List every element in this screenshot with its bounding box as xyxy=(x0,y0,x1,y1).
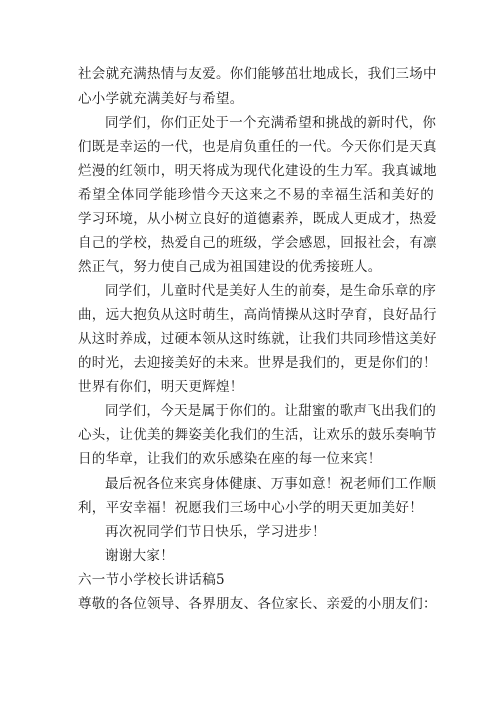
section-heading: 六一节小学校长讲话稿5 xyxy=(78,572,225,588)
paragraph-line: 希望全体同学能珍惜今天这来之不易的幸福生活和美好的 xyxy=(78,187,434,203)
paragraph-line: 心头，让优美的舞姿美化我们的生活，让欢乐的鼓乐奏响节 xyxy=(78,427,437,443)
paragraph-line: 谢谢大家！ xyxy=(105,548,174,564)
paragraph-line: 世界有你们，明天更辉煌！ xyxy=(78,379,244,395)
paragraph-line: 同学们，今天是属于你们的。让甜蜜的歌声飞出我们的 xyxy=(105,403,437,419)
paragraph-line: 社会就充满热情与友爱。你们能够茁壮地成长，我们三场中 xyxy=(78,66,437,82)
paragraph-line: 最后祝各位来宾身体健康、万事如意！祝老师们工作顺 xyxy=(105,476,437,492)
paragraph-line: 从这时养成，过硬本领从这时练就，让我们共同珍惜这美好 xyxy=(78,331,437,347)
paragraph-line: 自己的学校，热爱自己的班级，学会感恩，回报社会，有凛 xyxy=(78,235,437,251)
paragraph-line: 心小学就充满美好与希望。 xyxy=(78,91,244,107)
paragraph-line: 曲，远大抱负从这时萌生，高尚情操从这时孕育，良好品行 xyxy=(78,307,437,323)
paragraph-line: 日的华章，让我们的欢乐感染在座的每一位来宾！ xyxy=(78,451,382,467)
paragraph-line: 学习环境，从小树立良好的道德素养，既成人更成才，热爱 xyxy=(78,211,437,227)
paragraph-line: 同学们，你们正处于一个充满希望和挑战的新时代，你 xyxy=(105,115,437,131)
paragraph-line: 的时光，去迎接美好的未来。世界是我们的，更是你们的！ xyxy=(78,355,437,371)
paragraph-line: 烂漫的红领巾，明天将成为现代化建设的生力军。我真诚地 xyxy=(78,163,437,179)
paragraph-line: 然正气，努力使自己成为祖国建设的优秀接班人。 xyxy=(78,259,382,275)
paragraph-line: 们既是幸运的一代，也是肩负重任的一代。今天你们是天真 xyxy=(78,139,437,155)
paragraph-line: 再次祝同学们节日快乐，学习进步！ xyxy=(105,524,326,540)
salutation-line: 尊敬的各位领导、各界朋友、各位家长、亲爱的小朋友们： xyxy=(78,596,437,612)
paragraph-line: 同学们，儿童时代是美好人生的前奏，是生命乐章的序 xyxy=(105,283,437,299)
paragraph-line: 利，平安幸福！祝愿我们三场中心小学的明天更加美好！ xyxy=(78,500,423,516)
